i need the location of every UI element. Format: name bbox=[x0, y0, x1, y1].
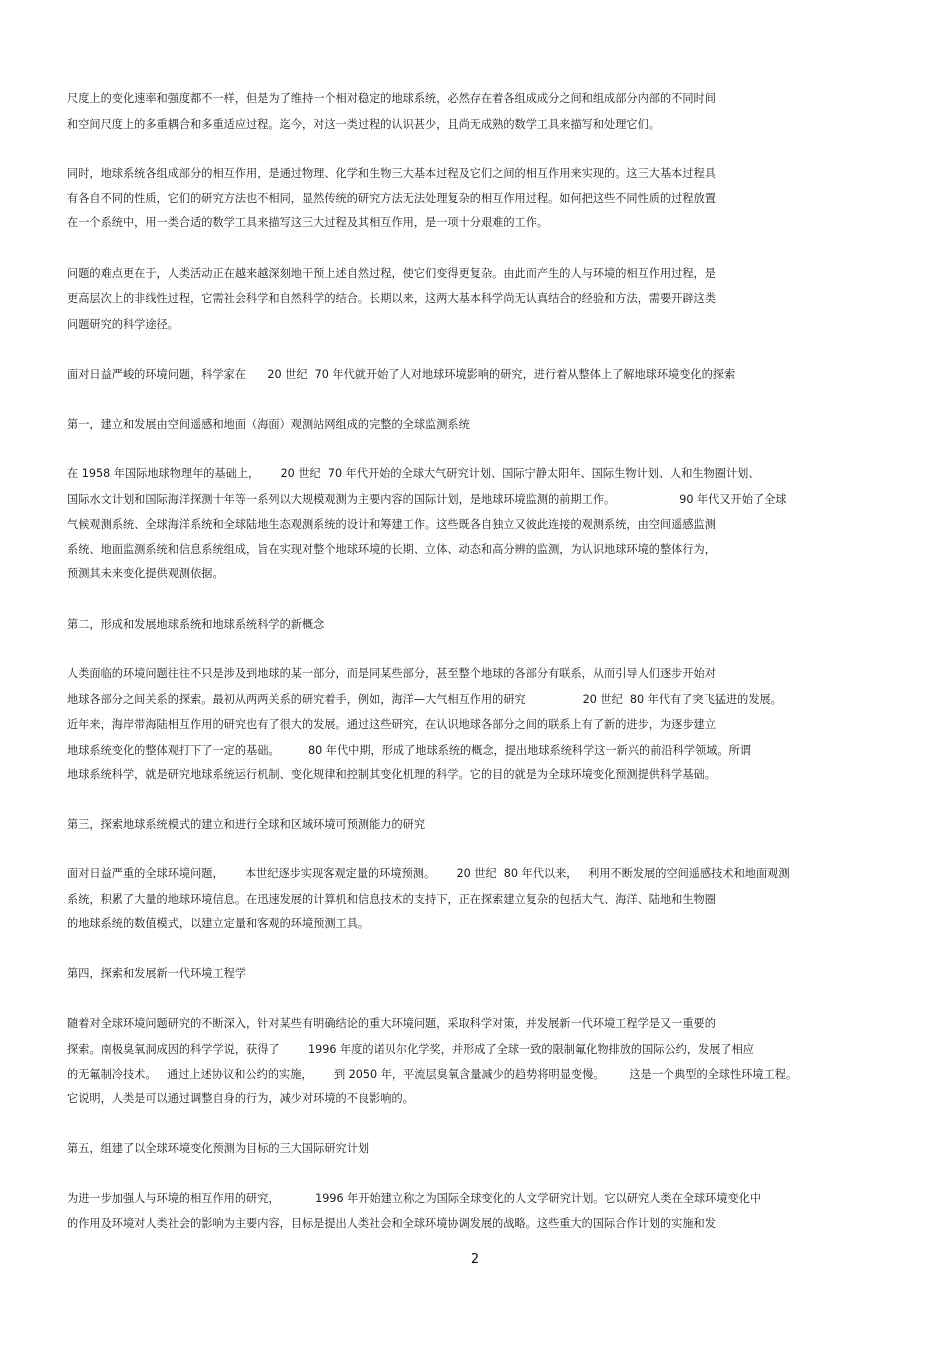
text-line: 气候观测系统、全球海洋系统和全球陆地生态观测系统的设计和筹建工作。这些既各自独立又彼此连接的观测系统，由空间遥感监测 bbox=[67, 518, 716, 531]
text-line: 和空间尺度上的多重耦合和多重适应过程。迄今，对这一类过程的认识甚少，且尚无成熟的数学工具来描写和处理它们。 bbox=[67, 118, 660, 131]
text-line: 的地球系统的数值模式，以建立定量和客观的环境预测工具。 bbox=[67, 917, 370, 930]
text-line: 系统，积累了大量的地球环境信息。在迅速发展的计算机和信息技术的支持下，正在探索建立复杂的包括大气、海洋、陆地和生物圈 bbox=[67, 893, 716, 906]
text-line: 面对日益严重的全球环境问题， 本世纪逐步实现客观定量的环境预测。 20 世纪 80 年代以来， 利用不断发展的空间遥感技术和地面观测 bbox=[67, 867, 790, 880]
text-line: 人类面临的环境问题往往不只是涉及到地球的某一部分，而是同某些部分，甚至整个地球的各部分有联系，从而引导人们逐步开始对 bbox=[67, 667, 716, 680]
text-line: 尺度上的变化速率和强度都不一样，但是为了维持一个相对稳定的地球系统，必然存在着各组成成分之间和组成部分内部的不同时间 bbox=[67, 92, 716, 105]
text-line: 地球系统变化的整体观打下了一定的基础。 80 年代中期，形成了地球系统的概念，提出地球系统科学这一新兴的前沿科学领域。所谓 bbox=[67, 744, 751, 757]
page-number: 2 bbox=[470, 1252, 480, 1267]
section-heading: 第四，探索和发展新一代环境工程学 bbox=[67, 967, 247, 980]
text-line: 它说明，人类是可以通过调整自身的行为，减少对环境的不良影响的。 bbox=[67, 1092, 414, 1105]
section-heading: 第一，建立和发展由空间遥感和地面（海面）观测站网组成的完整的全球监测系统 bbox=[67, 418, 470, 431]
text-line: 为进一步加强人与环境的相互作用的研究， 1996 年开始建立称之为国际全球变化的人文学研究计划。它以研究人类在全球环境变化中 bbox=[67, 1192, 762, 1205]
section-heading: 第二，形成和发展地球系统和地球系统科学的新概念 bbox=[67, 618, 325, 631]
text-line: 有各自不同的性质，它们的研究方法也不相同，显然传统的研究方法无法处理复杂的相互作用过程。如何把这些不同性质的过程放置 bbox=[67, 192, 716, 205]
text-line: 地球系统科学，就是研究地球系统运行机制、变化规律和控制其变化机理的科学。它的目的就是为全球环境变化预测提供科学基础。 bbox=[67, 768, 716, 781]
text-line: 在 1958 年国际地球物理年的基础上， 20 世纪 70 年代开始的全球大气研究计划、国际宁静太阳年、国际生物计划、人和生物圈计划、 bbox=[67, 467, 760, 480]
text-line: 同时，地球系统各组成部分的相互作用，是通过物理、化学和生物三大基本过程及它们之间的相互作用来实现的。这三大基本过程具 bbox=[67, 167, 716, 180]
text-line: 近年来，海岸带海陆相互作用的研究也有了很大的发展。通过这些研究，在认识地球各部分之间的联系上有了新的进步，为逐步建立 bbox=[67, 718, 716, 731]
text-line: 在一个系统中，用一类合适的数学工具来描写这三大过程及其相互作用，是一项十分艰难的工作。 bbox=[67, 216, 549, 229]
section-heading: 第三，探索地球系统模式的建立和进行全球和区域环境可预测能力的研究 bbox=[67, 818, 426, 831]
text-line: 问题研究的科学途径。 bbox=[67, 318, 179, 331]
text-line: 的无氟制冷技术。 通过上述协议和公约的实施， 到 2050 年，平流层臭氧含量减少的趋势将明显变慢。 这是一个典型的全球性环境工程。 bbox=[67, 1068, 798, 1081]
text-line: 面对日益严峻的环境问题，科学家在 20 世纪 70 年代就开始了人对地球环境影响的研究，进行着从整体上了解地球环境变化的探索 bbox=[67, 368, 736, 381]
text-line: 国际水文计划和国际海洋探测十年等一系列以大规模观测为主要内容的国际计划，是地球环境监测的前期工作。 90 年代又开始了全球 bbox=[67, 493, 787, 506]
section-heading: 第五，组建了以全球环境变化预测为目标的三大国际研究计划 bbox=[67, 1142, 370, 1155]
text-line: 预测其未来变化提供观测依据。 bbox=[67, 567, 224, 580]
text-line: 系统、地面监测系统和信息系统组成，旨在实现对整个地球环境的长期、立体、动态和高分辨的监测，为认识地球环境的整体行为， bbox=[67, 543, 716, 556]
text-line: 探索。南极臭氧洞成因的科学学说，获得了 1996 年度的诺贝尔化学奖，并形成了全球一致的限制氟化物排放的国际公约，发展了相应 bbox=[67, 1043, 754, 1056]
text-line: 随着对全球环境问题研究的不断深入，针对某些有明确结论的重大环境问题，采取科学对策，并发展新一代环境工程学是又一重要的 bbox=[67, 1017, 716, 1030]
text-line: 问题的难点更在于，人类活动正在越来越深刻地干预上述自然过程，使它们变得更复杂。由此而产生的人与环境的相互作用过程，是 bbox=[67, 267, 716, 280]
text-line: 地球各部分之间关系的探索。最初从两两关系的研究着手，例如，海洋—大气相互作用的研究 20 世纪 80 年代有了突飞猛进的发展。 bbox=[67, 693, 782, 706]
text-line: 更高层次上的非线性过程，它需社会科学和自然科学的结合。长期以来，这两大基本科学尚无认真结合的经验和方法，需要开辟这类 bbox=[67, 292, 716, 305]
text-line: 的作用及环境对人类社会的影响为主要内容，目标是提出人类社会和全球环境协调发展的战略。这些重大的国际合作计划的实施和发 bbox=[67, 1217, 716, 1230]
